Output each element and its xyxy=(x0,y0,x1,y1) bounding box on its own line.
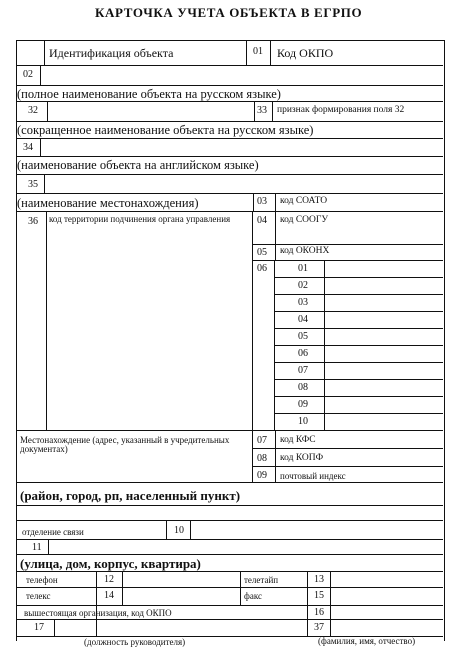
okonh-row-number: 02 xyxy=(298,280,308,291)
rule xyxy=(16,121,443,122)
divider xyxy=(275,193,276,211)
phone-label: телефон xyxy=(26,575,58,585)
rule xyxy=(16,587,443,588)
divider xyxy=(54,619,55,636)
soato-code-label: код СОАТО xyxy=(280,196,328,206)
rule xyxy=(16,101,443,102)
district-city-caption: (район, город, рп, населенный пункт) xyxy=(20,488,241,503)
okonh-row-number: 08 xyxy=(298,382,308,393)
rule xyxy=(16,482,443,483)
post-office-label: отделение связи xyxy=(22,527,84,537)
okonh-row-rule xyxy=(274,413,443,414)
divider xyxy=(275,211,276,244)
rule xyxy=(16,520,443,521)
divider xyxy=(272,101,273,121)
kopf-code-label: код КОПФ xyxy=(280,453,324,463)
okonh-code-label: код ОКОНХ xyxy=(280,246,330,256)
divider xyxy=(46,211,47,430)
rule xyxy=(16,156,443,157)
fax-label: факс xyxy=(244,591,262,601)
rule xyxy=(16,138,443,139)
divider xyxy=(166,520,167,539)
rule xyxy=(16,554,443,555)
okonh-row-rule xyxy=(274,362,443,363)
kfs-code-label: код КФС xyxy=(280,435,316,445)
parent-org-label: вышестоящая организация, код ОКПО xyxy=(24,608,172,618)
field-number-13: 13 xyxy=(314,574,324,585)
divider xyxy=(40,65,41,85)
okonh-row-number: 03 xyxy=(298,297,308,308)
field-number-10: 10 xyxy=(174,525,184,536)
okonh-row-number: 09 xyxy=(298,399,308,410)
divider xyxy=(44,174,45,193)
rule xyxy=(16,430,443,431)
okonh-row-rule xyxy=(274,294,443,295)
field-number-09: 09 xyxy=(257,470,267,481)
field-number-11: 11 xyxy=(32,542,42,553)
sign-32-label: признак формирования поля 32 xyxy=(277,105,405,115)
english-name-caption: (наименование объекта на английском языке) xyxy=(17,158,259,172)
field-number-08: 08 xyxy=(257,453,267,464)
rule xyxy=(16,174,443,175)
divider xyxy=(44,40,45,65)
field-number-04: 04 xyxy=(257,215,267,226)
okonh-row-rule xyxy=(274,277,443,278)
okonh-row-number: 07 xyxy=(298,365,308,376)
soogu-code-label: код СООГУ xyxy=(280,215,329,225)
okonh-row-number: 04 xyxy=(298,314,308,325)
street-caption: (улица, дом, корпус, квартира) xyxy=(20,556,201,571)
divider xyxy=(254,101,255,121)
full-name-caption: (полное наименование объекта на русском языке) xyxy=(17,87,281,101)
divider xyxy=(96,571,97,636)
field-number-14: 14 xyxy=(104,590,114,601)
rule xyxy=(16,539,443,540)
okonh-row-rule xyxy=(274,328,443,329)
field-number-34: 34 xyxy=(23,142,33,153)
divider xyxy=(240,571,241,605)
person-name-caption: (фамилия, имя, отчество) xyxy=(318,636,416,646)
rule xyxy=(252,448,443,449)
rule xyxy=(16,571,443,572)
identification-label: Идентификация объекта xyxy=(49,46,174,60)
divider xyxy=(270,40,271,65)
field-number-03: 03 xyxy=(257,196,267,207)
okonh-row-number: 01 xyxy=(298,263,308,274)
head-position-caption: (должность руководителя) xyxy=(84,637,186,647)
rule xyxy=(252,466,443,467)
rule xyxy=(16,619,443,620)
okonh-row-number: 05 xyxy=(298,331,308,342)
divider xyxy=(307,571,308,636)
location-name-caption: (наименование местонахождения) xyxy=(17,196,199,210)
divider xyxy=(190,520,191,539)
field-number-37: 37 xyxy=(314,622,324,633)
field-number-05: 05 xyxy=(257,247,267,258)
divider xyxy=(275,430,276,482)
rule xyxy=(16,65,443,66)
territory-code-label: код территории подчинения органа управления xyxy=(49,214,231,224)
field-number-33: 33 xyxy=(257,105,267,116)
okonh-row-rule xyxy=(274,311,443,312)
okonh-row-number: 10 xyxy=(298,416,308,427)
field-number-02: 02 xyxy=(23,69,33,80)
divider xyxy=(122,571,123,605)
address-note-label: Местонахождение (адрес, указанный в учредительных документах) xyxy=(20,435,230,455)
rule xyxy=(16,85,443,86)
okonh-row-rule xyxy=(274,396,443,397)
field-number-32: 32 xyxy=(28,105,38,116)
rule xyxy=(16,605,443,606)
card-title: КАРТОЧКА УЧЕТА ОБЪЕКТА В ЕГРПО xyxy=(95,5,363,20)
rule xyxy=(16,505,443,506)
field-number-12: 12 xyxy=(104,574,114,585)
divider xyxy=(253,193,254,211)
divider xyxy=(48,539,49,554)
divider xyxy=(47,101,48,121)
field-number-06: 06 xyxy=(257,263,267,274)
okpo-code-label: Код ОКПО xyxy=(277,46,334,60)
field-number-36: 36 xyxy=(28,216,38,227)
divider xyxy=(252,430,253,482)
okonh-row-number: 06 xyxy=(298,348,308,359)
okonh-row-rule xyxy=(274,345,443,346)
divider xyxy=(246,40,247,65)
field-number-16: 16 xyxy=(314,607,324,618)
divider xyxy=(40,138,41,156)
field-number-35: 35 xyxy=(28,179,38,190)
rule xyxy=(252,244,443,245)
field-number-17: 17 xyxy=(34,622,44,633)
field-number-07: 07 xyxy=(257,435,267,446)
postal-index-label: почтовый индекс xyxy=(280,471,346,481)
rule xyxy=(252,260,443,261)
rule xyxy=(16,211,443,212)
short-name-caption: (сокращенное наименование объекта на русском языке) xyxy=(17,123,314,137)
okonh-row-rule xyxy=(274,379,443,380)
field-number-15: 15 xyxy=(314,590,324,601)
rule xyxy=(16,193,443,194)
teletype-label: телетайп xyxy=(244,575,279,585)
telex-label: телекс xyxy=(26,591,51,601)
divider xyxy=(330,571,331,636)
divider xyxy=(275,244,276,260)
field-number-01: 01 xyxy=(253,46,263,57)
